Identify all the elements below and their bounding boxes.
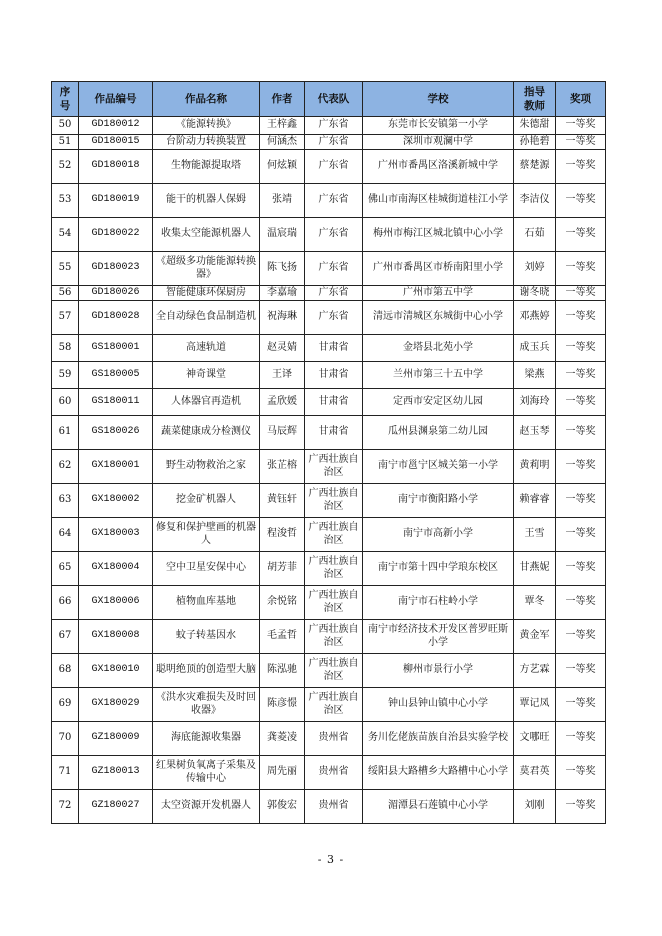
teacher-name: 刘海玲 xyxy=(514,389,556,416)
award-name: 一等奖 xyxy=(556,218,606,252)
work-code: GZ180009 xyxy=(79,722,153,756)
teacher-name: 赵玉琴 xyxy=(514,416,556,450)
work-title: 植物血库基地 xyxy=(153,586,260,620)
table-row xyxy=(52,117,606,135)
award-name: 一等奖 xyxy=(556,620,606,654)
award-name: 一等奖 xyxy=(556,252,606,286)
teacher-name: 方艺霖 xyxy=(514,654,556,688)
work-title: 蔬菜健康成分检测仪 xyxy=(153,416,260,450)
table-row xyxy=(52,518,606,552)
row-number: 51 xyxy=(52,135,79,150)
work-code: GX180001 xyxy=(79,450,153,484)
row-number: 61 xyxy=(52,416,79,450)
row-number: 72 xyxy=(52,790,79,824)
table-row xyxy=(52,301,606,335)
school-name: 深圳市观澜中学 xyxy=(363,135,514,150)
work-code: GD180026 xyxy=(79,286,153,301)
teacher-name: 梁燕 xyxy=(514,362,556,389)
award-name: 一等奖 xyxy=(556,518,606,552)
table-row xyxy=(52,688,606,722)
work-title: 人体器官再造机 xyxy=(153,389,260,416)
award-name: 一等奖 xyxy=(556,150,606,184)
team-name: 广西壮族自治区 xyxy=(305,552,363,586)
award-name: 一等奖 xyxy=(556,286,606,301)
header-school: 学校 xyxy=(363,82,514,117)
teacher-name: 覃记凤 xyxy=(514,688,556,722)
table-row xyxy=(52,135,606,150)
work-code: GX180002 xyxy=(79,484,153,518)
row-number: 63 xyxy=(52,484,79,518)
author-name: 王梓鑫 xyxy=(260,117,305,135)
teacher-name: 黄金军 xyxy=(514,620,556,654)
header-author: 作者 xyxy=(260,82,305,117)
award-name: 一等奖 xyxy=(556,790,606,824)
author-name: 祝海琳 xyxy=(260,301,305,335)
team-name: 广西壮族自治区 xyxy=(305,620,363,654)
row-number: 59 xyxy=(52,362,79,389)
team-name: 广东省 xyxy=(305,150,363,184)
award-name: 一等奖 xyxy=(556,484,606,518)
table-row xyxy=(52,150,606,184)
author-name: 程浚哲 xyxy=(260,518,305,552)
author-name: 孟欣媛 xyxy=(260,389,305,416)
teacher-name: 谢冬晓 xyxy=(514,286,556,301)
work-title: 台阶动力转换装置 xyxy=(153,135,260,150)
school-name: 兰州市第三十五中学 xyxy=(363,362,514,389)
author-name: 龚菱凌 xyxy=(260,722,305,756)
table-row xyxy=(52,362,606,389)
author-name: 陈飞扬 xyxy=(260,252,305,286)
author-name: 何炫颖 xyxy=(260,150,305,184)
header-no: 序号 xyxy=(52,82,79,117)
table-row xyxy=(52,184,606,218)
award-name: 一等奖 xyxy=(556,362,606,389)
award-name: 一等奖 xyxy=(556,301,606,335)
row-number: 70 xyxy=(52,722,79,756)
work-code: GD180019 xyxy=(79,184,153,218)
row-number: 71 xyxy=(52,756,79,790)
row-number: 69 xyxy=(52,688,79,722)
team-name: 广西壮族自治区 xyxy=(305,654,363,688)
work-title: 挖金矿机器人 xyxy=(153,484,260,518)
work-title: 《能源转换》 xyxy=(153,117,260,135)
table-row xyxy=(52,416,606,450)
author-name: 温宸瑞 xyxy=(260,218,305,252)
teacher-name: 黄莉明 xyxy=(514,450,556,484)
author-name: 马辰辉 xyxy=(260,416,305,450)
school-name: 清远市清城区东城街中心小学 xyxy=(363,301,514,335)
school-name: 湄潭县石莲镇中心小学 xyxy=(363,790,514,824)
row-number: 66 xyxy=(52,586,79,620)
table-row xyxy=(52,790,606,824)
school-name: 金塔县北苑小学 xyxy=(363,335,514,362)
work-title: 能干的机器人保姆 xyxy=(153,184,260,218)
work-code: GS180011 xyxy=(79,389,153,416)
school-name: 柳州市景行小学 xyxy=(363,654,514,688)
school-name: 南宁市第十四中学琅东校区 xyxy=(363,552,514,586)
table-row xyxy=(52,756,606,790)
table-row xyxy=(52,450,606,484)
work-title: 高速轨道 xyxy=(153,335,260,362)
table-header-row xyxy=(52,82,606,117)
work-code: GD180015 xyxy=(79,135,153,150)
work-code: GS180001 xyxy=(79,335,153,362)
header-title: 作品名称 xyxy=(153,82,260,117)
work-title: 生物能源提取塔 xyxy=(153,150,260,184)
work-title: 《超级多功能能源转换器》 xyxy=(153,252,260,286)
header-teacher: 指导教师 xyxy=(514,82,556,117)
author-name: 李嘉瑜 xyxy=(260,286,305,301)
row-number: 50 xyxy=(52,117,79,135)
table-row xyxy=(52,484,606,518)
work-code: GX180010 xyxy=(79,654,153,688)
row-number: 64 xyxy=(52,518,79,552)
school-name: 务川仡佬族苗族自治县实验学校 xyxy=(363,722,514,756)
table-row xyxy=(52,586,606,620)
team-name: 广东省 xyxy=(305,301,363,335)
work-code: GZ180027 xyxy=(79,790,153,824)
row-number: 68 xyxy=(52,654,79,688)
teacher-name: 刘刚 xyxy=(514,790,556,824)
author-name: 周先丽 xyxy=(260,756,305,790)
row-number: 58 xyxy=(52,335,79,362)
header-team: 代表队 xyxy=(305,82,363,117)
team-name: 广东省 xyxy=(305,184,363,218)
school-name: 广州市第五中学 xyxy=(363,286,514,301)
work-title: 蚊子转基因水 xyxy=(153,620,260,654)
work-title: 聪明绝顶的创造型大脑 xyxy=(153,654,260,688)
author-name: 黄钰轩 xyxy=(260,484,305,518)
table-row xyxy=(52,335,606,362)
page-number: - 3 - xyxy=(317,853,345,866)
team-name: 贵州省 xyxy=(305,722,363,756)
school-name: 南宁市衡阳路小学 xyxy=(363,484,514,518)
work-title: 收集太空能源机器人 xyxy=(153,218,260,252)
row-number: 67 xyxy=(52,620,79,654)
work-title: 空中卫星安保中心 xyxy=(153,552,260,586)
teacher-name: 文哪旺 xyxy=(514,722,556,756)
school-name: 南宁市高新小学 xyxy=(363,518,514,552)
row-number: 55 xyxy=(52,252,79,286)
team-name: 广西壮族自治区 xyxy=(305,484,363,518)
table-row xyxy=(52,620,606,654)
award-name: 一等奖 xyxy=(556,389,606,416)
award-name: 一等奖 xyxy=(556,135,606,150)
school-name: 佛山市南海区桂城街道桂江小学 xyxy=(363,184,514,218)
table-row xyxy=(52,552,606,586)
team-name: 广东省 xyxy=(305,252,363,286)
header-award: 奖项 xyxy=(556,82,606,117)
table-row xyxy=(52,654,606,688)
table-row xyxy=(52,252,606,286)
author-name: 王译 xyxy=(260,362,305,389)
teacher-name: 李洁仪 xyxy=(514,184,556,218)
team-name: 甘肃省 xyxy=(305,389,363,416)
author-name: 陈泓驰 xyxy=(260,654,305,688)
team-name: 广西壮族自治区 xyxy=(305,450,363,484)
teacher-name: 蔡楚源 xyxy=(514,150,556,184)
school-name: 广州市番禺区洛溪新城中学 xyxy=(363,150,514,184)
school-name: 钟山县钟山镇中心小学 xyxy=(363,688,514,722)
work-code: GS180026 xyxy=(79,416,153,450)
team-name: 贵州省 xyxy=(305,790,363,824)
row-number: 60 xyxy=(52,389,79,416)
work-title: 修复和保护壁画的机器人 xyxy=(153,518,260,552)
author-name: 陈彦憬 xyxy=(260,688,305,722)
teacher-name: 朱德甜 xyxy=(514,117,556,135)
team-name: 甘肃省 xyxy=(305,335,363,362)
work-code: GX180004 xyxy=(79,552,153,586)
teacher-name: 赖睿睿 xyxy=(514,484,556,518)
row-number: 57 xyxy=(52,301,79,335)
row-number: 62 xyxy=(52,450,79,484)
teacher-name: 王雪 xyxy=(514,518,556,552)
teacher-name: 莫君英 xyxy=(514,756,556,790)
work-title: 海底能源收集器 xyxy=(153,722,260,756)
author-name: 郭俊宏 xyxy=(260,790,305,824)
row-number: 65 xyxy=(52,552,79,586)
work-title: 太空资源开发机器人 xyxy=(153,790,260,824)
header-code: 作品编号 xyxy=(79,82,153,117)
team-name: 广东省 xyxy=(305,135,363,150)
work-title: 神奇课堂 xyxy=(153,362,260,389)
award-name: 一等奖 xyxy=(556,722,606,756)
award-name: 一等奖 xyxy=(556,335,606,362)
school-name: 南宁市石柱岭小学 xyxy=(363,586,514,620)
work-code: GD180022 xyxy=(79,218,153,252)
author-name: 毛孟哲 xyxy=(260,620,305,654)
author-name: 余悦铭 xyxy=(260,586,305,620)
school-name: 南宁市经济技术开发区普罗旺斯小学 xyxy=(363,620,514,654)
school-name: 梅州市梅江区城北镇中心小学 xyxy=(363,218,514,252)
work-title: 野生动物救治之家 xyxy=(153,450,260,484)
row-number: 52 xyxy=(52,150,79,184)
award-name: 一等奖 xyxy=(556,117,606,135)
award-name: 一等奖 xyxy=(556,654,606,688)
row-number: 54 xyxy=(52,218,79,252)
work-code: GD180012 xyxy=(79,117,153,135)
award-name: 一等奖 xyxy=(556,688,606,722)
row-number: 56 xyxy=(52,286,79,301)
school-name: 东莞市长安镇第一小学 xyxy=(363,117,514,135)
work-title: 《洪水灾难损失及时回收器》 xyxy=(153,688,260,722)
award-name: 一等奖 xyxy=(556,416,606,450)
work-code: GS180005 xyxy=(79,362,153,389)
work-code: GD180028 xyxy=(79,301,153,335)
team-name: 广东省 xyxy=(305,218,363,252)
work-title: 智能健康环保厨房 xyxy=(153,286,260,301)
work-title: 全自动绿色食品制造机 xyxy=(153,301,260,335)
award-name: 一等奖 xyxy=(556,552,606,586)
teacher-name: 甘燕妮 xyxy=(514,552,556,586)
teacher-name: 邓燕婷 xyxy=(514,301,556,335)
work-code: GX180006 xyxy=(79,586,153,620)
work-code: GD180023 xyxy=(79,252,153,286)
table-row xyxy=(52,286,606,301)
school-name: 南宁市邕宁区城关第一小学 xyxy=(363,450,514,484)
school-name: 广州市番禺区市桥南阳里小学 xyxy=(363,252,514,286)
work-code: GD180018 xyxy=(79,150,153,184)
school-name: 绥阳县大路槽乡大路槽中心小学 xyxy=(363,756,514,790)
work-title: 红果树负氧离子采集及传输中心 xyxy=(153,756,260,790)
school-name: 定西市安定区幼儿园 xyxy=(363,389,514,416)
work-code: GX180029 xyxy=(79,688,153,722)
team-name: 广西壮族自治区 xyxy=(305,586,363,620)
table-row xyxy=(52,218,606,252)
author-name: 何涵杰 xyxy=(260,135,305,150)
work-code: GX180003 xyxy=(79,518,153,552)
teacher-name: 覃冬 xyxy=(514,586,556,620)
author-name: 赵灵婧 xyxy=(260,335,305,362)
teacher-name: 石茹 xyxy=(514,218,556,252)
row-number: 53 xyxy=(52,184,79,218)
author-name: 胡芳菲 xyxy=(260,552,305,586)
work-code: GZ180013 xyxy=(79,756,153,790)
teacher-name: 成玉兵 xyxy=(514,335,556,362)
table-body xyxy=(52,117,606,824)
author-name: 张靖 xyxy=(260,184,305,218)
award-name: 一等奖 xyxy=(556,450,606,484)
team-name: 广东省 xyxy=(305,117,363,135)
award-name: 一等奖 xyxy=(556,756,606,790)
award-name: 一等奖 xyxy=(556,586,606,620)
team-name: 甘肃省 xyxy=(305,416,363,450)
teacher-name: 孙艳碧 xyxy=(514,135,556,150)
team-name: 甘肃省 xyxy=(305,362,363,389)
work-code: GX180008 xyxy=(79,620,153,654)
school-name: 瓜州县渊泉第二幼儿园 xyxy=(363,416,514,450)
team-name: 广西壮族自治区 xyxy=(305,518,363,552)
awards-table xyxy=(51,81,606,824)
table-row xyxy=(52,389,606,416)
team-name: 广西壮族自治区 xyxy=(305,688,363,722)
team-name: 贵州省 xyxy=(305,756,363,790)
teacher-name: 刘婷 xyxy=(514,252,556,286)
table-row xyxy=(52,722,606,756)
team-name: 广东省 xyxy=(305,286,363,301)
award-name: 一等奖 xyxy=(556,184,606,218)
author-name: 张芷榕 xyxy=(260,450,305,484)
